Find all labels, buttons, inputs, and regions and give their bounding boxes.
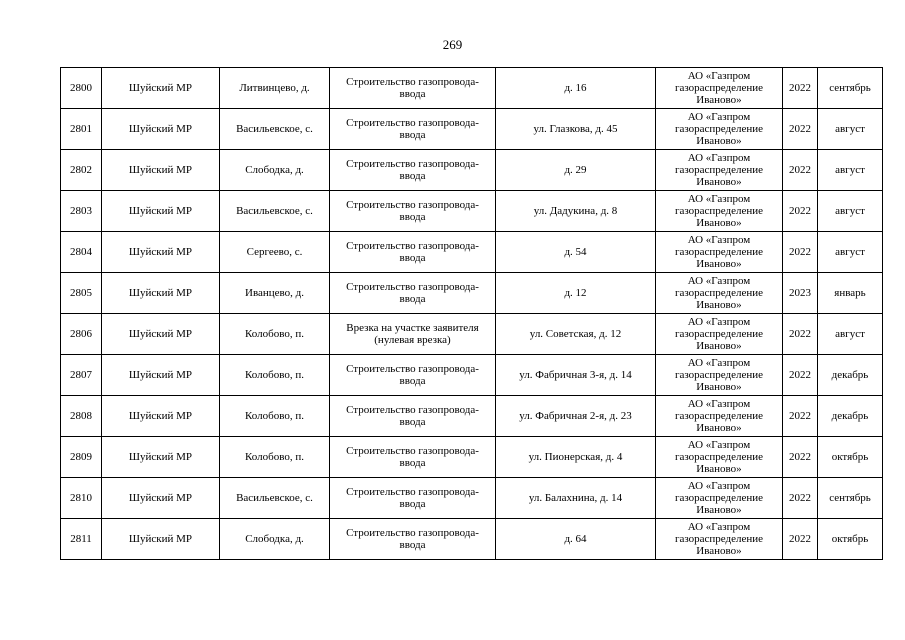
- table-row: [61, 68, 883, 109]
- gas-connection-table: [60, 67, 883, 560]
- cell-year: 2023: [783, 273, 818, 314]
- cell-district: Шуйский МР: [102, 109, 220, 150]
- cell-address: д. 12: [496, 273, 656, 314]
- work-type-line-2: ввода: [399, 457, 426, 469]
- cell-district: Шуйский МР: [102, 150, 220, 191]
- cell-year: 2022: [783, 68, 818, 109]
- cell-organization: АО «Газпром газораспределение Иваново»: [656, 109, 783, 150]
- table-row: [61, 314, 883, 355]
- cell-year: 2022: [783, 314, 818, 355]
- work-type-line-1: Врезка на участке заявителя: [346, 322, 479, 334]
- cell-work-type: [330, 314, 496, 355]
- table-row: [61, 519, 883, 560]
- cell-year: 2022: [783, 396, 818, 437]
- cell-district: Шуйский МР: [102, 232, 220, 273]
- cell-number: 2811: [61, 519, 102, 560]
- cell-district: Шуйский МР: [102, 273, 220, 314]
- cell-settlement: Колобово, п.: [220, 437, 330, 478]
- cell-number: 2800: [61, 68, 102, 109]
- work-type-line-1: Строительство газопровода-: [346, 281, 479, 293]
- cell-district: Шуйский МР: [102, 519, 220, 560]
- cell-month: сентябрь: [818, 478, 883, 519]
- cell-month: декабрь: [818, 355, 883, 396]
- cell-settlement: Васильевское, с.: [220, 191, 330, 232]
- cell-organization: АО «Газпром газораспределение Иваново»: [656, 191, 783, 232]
- table-row: [61, 478, 883, 519]
- work-type-line-1: Строительство газопровода-: [346, 363, 479, 375]
- cell-settlement: Колобово, п.: [220, 396, 330, 437]
- cell-year: 2022: [783, 519, 818, 560]
- cell-address: ул. Фабричная 2-я, д. 23: [496, 396, 656, 437]
- cell-organization: АО «Газпром газораспределение Иваново»: [656, 396, 783, 437]
- work-type-line-1: Строительство газопровода-: [346, 76, 479, 88]
- cell-settlement: Колобово, п.: [220, 355, 330, 396]
- cell-organization: АО «Газпром газораспределение Иваново»: [656, 355, 783, 396]
- cell-number: 2805: [61, 273, 102, 314]
- table-row: [61, 273, 883, 314]
- cell-district: Шуйский МР: [102, 437, 220, 478]
- cell-work-type: [330, 396, 496, 437]
- cell-settlement: Слободка, д.: [220, 519, 330, 560]
- table-row: [61, 396, 883, 437]
- cell-organization: АО «Газпром газораспределение Иваново»: [656, 273, 783, 314]
- cell-month: август: [818, 232, 883, 273]
- work-type-line-1: Строительство газопровода-: [346, 404, 479, 416]
- cell-address: ул. Фабричная 3-я, д. 14: [496, 355, 656, 396]
- cell-year: 2022: [783, 150, 818, 191]
- cell-organization: АО «Газпром газораспределение Иваново»: [656, 68, 783, 109]
- cell-month: август: [818, 314, 883, 355]
- cell-month: август: [818, 150, 883, 191]
- cell-settlement: Колобово, п.: [220, 314, 330, 355]
- cell-month: декабрь: [818, 396, 883, 437]
- cell-month: август: [818, 109, 883, 150]
- table-row: [61, 232, 883, 273]
- cell-work-type: [330, 109, 496, 150]
- cell-number: 2804: [61, 232, 102, 273]
- cell-number: 2808: [61, 396, 102, 437]
- cell-number: 2803: [61, 191, 102, 232]
- table-row: [61, 437, 883, 478]
- cell-organization: АО «Газпром газораспределение Иваново»: [656, 478, 783, 519]
- cell-settlement: Васильевское, с.: [220, 109, 330, 150]
- cell-year: 2022: [783, 355, 818, 396]
- table-row: [61, 191, 883, 232]
- cell-settlement: Сергеево, с.: [220, 232, 330, 273]
- cell-settlement: Литвинцево, д.: [220, 68, 330, 109]
- cell-number: 2802: [61, 150, 102, 191]
- work-type-line-2: ввода: [399, 252, 426, 264]
- work-type-line-1: Строительство газопровода-: [346, 158, 479, 170]
- cell-year: 2022: [783, 232, 818, 273]
- work-type-line-2: ввода: [399, 170, 426, 182]
- cell-address: д. 29: [496, 150, 656, 191]
- cell-month: октябрь: [818, 437, 883, 478]
- cell-settlement: Иванцево, д.: [220, 273, 330, 314]
- cell-organization: АО «Газпром газораспределение Иваново»: [656, 232, 783, 273]
- cell-address: д. 64: [496, 519, 656, 560]
- work-type-line-2: ввода: [399, 211, 426, 223]
- cell-year: 2022: [783, 478, 818, 519]
- cell-settlement: Васильевское, с.: [220, 478, 330, 519]
- cell-work-type: [330, 478, 496, 519]
- table-row: [61, 150, 883, 191]
- cell-organization: АО «Газпром газораспределение Иваново»: [656, 150, 783, 191]
- cell-month: октябрь: [818, 519, 883, 560]
- table-row: [61, 109, 883, 150]
- cell-address: ул. Дадукина, д. 8: [496, 191, 656, 232]
- cell-number: 2807: [61, 355, 102, 396]
- cell-district: Шуйский МР: [102, 478, 220, 519]
- cell-address: ул. Глазкова, д. 45: [496, 109, 656, 150]
- work-type-line-1: Строительство газопровода-: [346, 486, 479, 498]
- work-type-line-2: ввода: [399, 129, 426, 141]
- cell-work-type: [330, 273, 496, 314]
- cell-work-type: [330, 191, 496, 232]
- work-type-line-1: Строительство газопровода-: [346, 240, 479, 252]
- cell-settlement: Слободка, д.: [220, 150, 330, 191]
- cell-work-type: [330, 519, 496, 560]
- cell-number: 2809: [61, 437, 102, 478]
- cell-address: ул. Советская, д. 12: [496, 314, 656, 355]
- cell-work-type: [330, 437, 496, 478]
- cell-work-type: [330, 232, 496, 273]
- cell-year: 2022: [783, 437, 818, 478]
- cell-district: Шуйский МР: [102, 191, 220, 232]
- work-type-line-2: ввода: [399, 539, 426, 551]
- cell-organization: АО «Газпром газораспределение Иваново»: [656, 314, 783, 355]
- page-number: 269: [442, 37, 463, 52]
- work-type-line-2: ввода: [399, 375, 426, 387]
- cell-month: сентябрь: [818, 68, 883, 109]
- cell-month: август: [818, 191, 883, 232]
- cell-organization: АО «Газпром газораспределение Иваново»: [656, 437, 783, 478]
- cell-work-type: [330, 150, 496, 191]
- cell-district: Шуйский МР: [102, 396, 220, 437]
- work-type-line-2: ввода: [399, 498, 426, 510]
- work-type-line-2: ввода: [399, 416, 426, 428]
- cell-district: Шуйский МР: [102, 68, 220, 109]
- cell-address: д. 54: [496, 232, 656, 273]
- cell-address: д. 16: [496, 68, 656, 109]
- cell-address: ул. Балахнина, д. 14: [496, 478, 656, 519]
- cell-district: Шуйский МР: [102, 314, 220, 355]
- work-type-line-1: Строительство газопровода-: [346, 199, 479, 211]
- cell-number: 2810: [61, 478, 102, 519]
- cell-year: 2022: [783, 191, 818, 232]
- work-type-line-2: ввода: [399, 88, 426, 100]
- work-type-line-1: Строительство газопровода-: [346, 445, 479, 457]
- cell-number: 2806: [61, 314, 102, 355]
- table-row: [61, 355, 883, 396]
- work-type-line-2: (нулевая врезка): [374, 334, 451, 346]
- cell-work-type: [330, 68, 496, 109]
- cell-address: ул. Пионерская, д. 4: [496, 437, 656, 478]
- cell-year: 2022: [783, 109, 818, 150]
- work-type-line-1: Строительство газопровода-: [346, 117, 479, 129]
- cell-month: январь: [818, 273, 883, 314]
- cell-work-type: [330, 355, 496, 396]
- cell-number: 2801: [61, 109, 102, 150]
- cell-district: Шуйский МР: [102, 355, 220, 396]
- cell-organization: АО «Газпром газораспределение Иваново»: [656, 519, 783, 560]
- work-type-line-2: ввода: [399, 293, 426, 305]
- table-body: [61, 68, 883, 560]
- work-type-line-1: Строительство газопровода-: [346, 527, 479, 539]
